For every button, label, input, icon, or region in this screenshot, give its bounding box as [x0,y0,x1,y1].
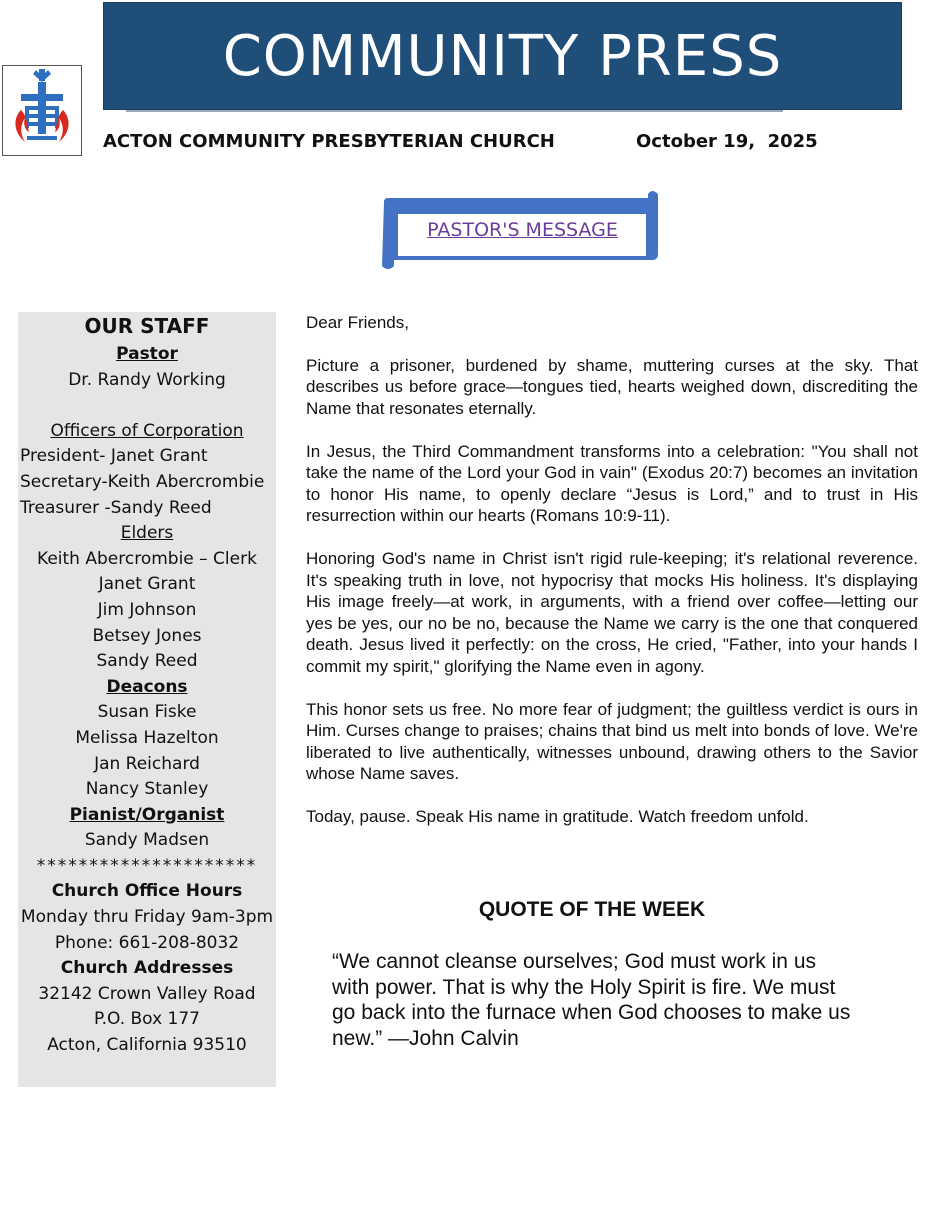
deacon-item: Susan Fiske [97,702,197,723]
office-hours: Monday thru Friday 9am-3pm [20,907,274,928]
quote-text: “We cannot cleanse ourselves; God must work in us with power. That is why the Holy Spirit is fire. We must go back into the furnace when God chooses to make us new.” —John Calvin [332,950,851,1050]
address-line: Acton, California 93510 [47,1035,247,1056]
elder-item: Betsey Jones [92,625,202,646]
elder-item: Janet Grant [98,574,196,595]
pastor-message-link[interactable]: PASTOR'S MESSAGE [427,219,618,241]
masthead-title: COMMUNITY PRESS [222,23,783,89]
address-line: 32142 Crown Valley Road [38,983,256,1004]
deacon-item: Melissa Hazelton [75,727,219,748]
letter-paragraph: In Jesus, the Third Commandment transforms into a celebration: "You shall not take the name of the Lord your God in vain" (Exodus 20:7) becomes an invitation to honor His name, to openly declare “Jesus is Lord,” and to trust in His resurrection within our hearts (Romans 10:9-11). [306,441,918,525]
issue-date: October 19, 2025 [636,131,818,152]
elder-item: Jim Johnson [97,599,197,620]
deacons-heading: Deacons [106,676,188,697]
pastor-letter [306,312,918,849]
letter-paragraph: This honor sets us free. No more fear of judgment; the guiltless verdict is ours in Him. Curses change to praises; chains that bind us melt into bonds of love. We're liberated to live authentically, witnesses unbound, drawing others to the Savior whose Name saves. [306,699,918,783]
officer-item: President- Janet Grant [20,446,208,467]
office-hours-heading: Church Office Hours [51,881,243,902]
deacon-item: Jan Reichard [94,753,200,774]
pianist-name: Sandy Madsen [84,830,210,851]
separator: ********************* [36,855,258,876]
church-logo-icon [2,65,82,156]
officer-item: Treasurer -Sandy Reed [20,497,212,518]
church-name: ACTON COMMUNITY PRESBYTERIAN CHURCH [103,131,555,152]
staff-panel [18,312,276,1087]
quote-title: QUOTE OF THE WEEK [478,898,706,921]
pastor-name: Dr. Randy Working [68,369,226,390]
letter-greeting: Dear Friends, [306,313,409,332]
spacer [18,393,276,419]
masthead [103,2,902,110]
pianist-heading: Pianist/Organist [69,804,225,825]
address-line: P.O. Box 177 [94,1009,200,1030]
letter-paragraph: Today, pause. Speak His name in gratitude. Watch freedom unfold. [306,807,809,826]
addresses-heading: Church Addresses [60,958,234,979]
letter-paragraph: Honoring God's name in Christ isn't rigid rule-keeping; it's relational reverence. It's speaking truth in love, not hypocrisy that mocks His holiness. It's displaying His image freely—at work, in arguments, with a friend over coffee—letting our yes be yes, our no be no, because the Name we carry is the one that conquered death. Jesus lived it perfectly: on the cross, He cried, "Father, into your hands I commit my spirit," glorifying the Name even in agony. [306,549,918,676]
deacon-item: Nancy Stanley [85,779,209,800]
staff-title: OUR STAFF [84,314,210,338]
phone-number: Phone: 661-208-8032 [54,932,240,953]
letter-paragraph: Picture a prisoner, burdened by shame, muttering curses at the sky. That describes us before grace—tongues tied, hearts weighed down, discrediting the Name that resonates eternally. [306,355,918,418]
elder-item: Sandy Reed [96,651,198,672]
officer-item: Secretary-Keith Abercrombie [20,471,265,492]
elders-heading: Elders [120,523,174,544]
officers-heading: Officers of Corporation [50,420,244,441]
elder-item: Keith Abercrombie – Clerk [37,548,257,569]
pastor-heading: Pastor [116,344,178,364]
